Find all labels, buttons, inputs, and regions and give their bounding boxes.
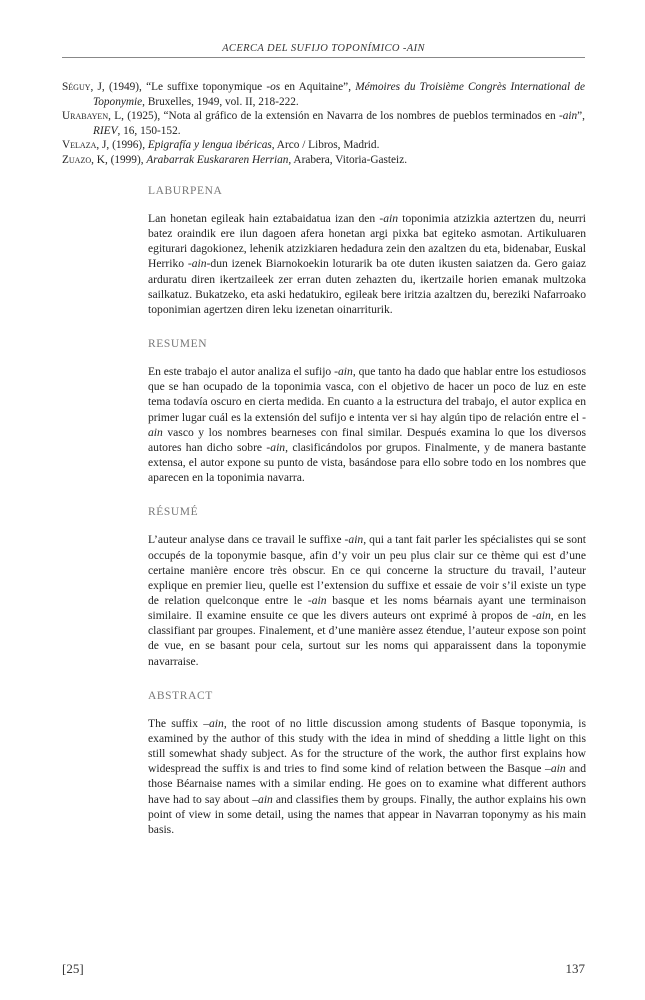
reference-text: en Aquitaine”, [280, 81, 356, 93]
reference-item [62, 138, 585, 153]
section-title-laburpena: LABURPENA [148, 185, 223, 197]
reference-author: Urabayen, L [62, 110, 122, 123]
abstracts-column [148, 185, 586, 858]
resume-body: L’auteur analyse dans ce travail le suffixe -ain, qui a tant fait parler les spécialistes qui se sont occupés de la toponymie basque, afin d’y voir un peu plus clair sur ce thème qui est d’une certaine manière encore très obscur. En ce qui concerne la structure du travail, l’auteur explique en premier lieu, quelle est l’extension du suffixe et essaie de voir s’il existe un type de relation quelconque entre le -ain basque et les noms béarnais ayant une terminaison similaire. Il examine ensuite ce que les divers auteurs ont exprimé à propos de -ain, en les classifiant par groupes. Finalement, et d’une manière assez étendue, l’auteur expose son point de vue, en se basant pour cela, surtout sur les noms qui apparaissent dans la toponymie navarraise. [148, 533, 587, 668]
abstract-body: The suffix –ain, the root of no little discussion among students of Basque toponymia, is examined by the author of this study with the idea in mind of shedding a little light on this still somewhat shady subject. As for the structure of the work, the author first explains how widespread the suffix is and tries to find some kind of relation between the Basque –ain and those Béarnaise names with a similar ending. He goes on to examine what different authors have had to say about –ain and classifies them by groups. Finally, the author explains his own point of view in some detail, using the names that appear in Navarran toponymy as his main basis. [148, 716, 586, 836]
reference-item [62, 109, 585, 138]
reference-author: Velaza, J [62, 139, 107, 152]
references-list [62, 80, 585, 168]
reference-title: RIEV [93, 124, 118, 137]
reference-text: , Bruxelles, 1949, vol. II, 218-222. [142, 95, 299, 108]
section-title-resume: RÉSUMÉ [148, 506, 199, 519]
running-head: ACERCA DEL SUFIJO TOPONÍMICO -AIN [222, 43, 425, 54]
reference-text: , (1925), “Nota al gráfico de la extensión en Navarra de los nombres de pueblos terminados en [121, 110, 559, 123]
reference-title: Arabarrak Euskararen Herrian [146, 153, 289, 166]
page-number: 137 [565, 961, 585, 976]
reference-item [62, 153, 585, 168]
reference-text: , Arco / Libros, Madrid. [271, 139, 380, 152]
reference-text: , (1996), [106, 139, 148, 152]
reference-text: ”, [577, 110, 585, 123]
reference-author: Zuazo, K [62, 153, 105, 166]
header-rule [62, 57, 585, 58]
laburpena-body: Lan honetan egileak hain eztabaidatua izan den -ain toponimia atzizkia aztertzen du, neurri batez oraindik ere ilun dagoen afera honetan argi pixka bat egiteko asmotan. Artikuluaren egiturari dagokionez, lehenik atzizkiaren hedadura zein den azaltzen du eta, bidenabar, Euskal Herriko -ain-dun izenek Biarnokoekin loturarik ba ote duten ikusten saiatzen da. Gero gaiaz arduratu diren ikertzaileek zer erran duten zehazten du, ikertzaile horien emanak multzoka sailkatuz. Bukatzeko, eta aski hedatukiro, egileak bere iritzia azaltzen du, bereziki Nafarroako toponimian agertzen diren leku izenetan oinarriturik. [148, 212, 586, 316]
reference-italic: -ain [558, 110, 578, 123]
reference-title: Mémoires du Troisième Congrès International de Toponymie [93, 81, 585, 108]
reference-title: Epigrafía y lengua ibéricas [147, 139, 272, 152]
reference-text: , 16, 150-152. [117, 124, 181, 137]
section-title-abstract: ABSTRACT [148, 689, 213, 702]
footer-bracket-number: [25] [62, 961, 84, 976]
reference-text: , (1949), “Le suffixe toponymique [101, 81, 267, 93]
reference-item [62, 80, 585, 109]
reference-text: , Arabera, Vitoria-Gasteiz. [288, 153, 408, 166]
reference-text: , (1999), [104, 153, 147, 166]
section-title-resumen: RESUMEN [148, 338, 208, 351]
reference-author: Séguy, J [62, 81, 102, 93]
reference-italic: -os [266, 81, 281, 93]
resumen-body: En este trabajo el autor analiza el sufijo -ain, que tanto ha dado que hablar entre los estudiosos que se han ocupado de la toponimia vasca, con el objetivo de hacer un poco de luz en este tema todavía oscuro en cierta medida. En cuanto a la estructura del trabajo, el autor explica en primer lugar cuál es la extensión del sufijo e intenta ver si hay algún tipo de relación entre el -ain vasco y los nombres bearneses con final similar. Después examina lo que los diversos autores han dicho sobre -ain, clasificándolos por grupos. Finalmente, y de manera bastante extensa, el autor expone su punto de vista, basándose para ello sobre todo en los nombres que aparecen en la toponimia navarra. [148, 365, 587, 485]
